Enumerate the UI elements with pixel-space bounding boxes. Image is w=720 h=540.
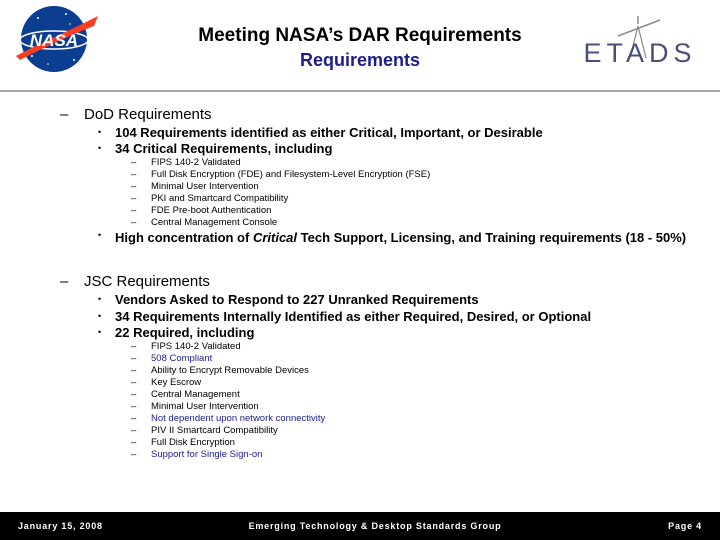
etads-logo-text: ETADS	[583, 38, 697, 68]
jsc-heading: JSC Requirements	[84, 273, 210, 290]
list-item: • 34 Critical Requirements, including	[98, 141, 333, 156]
list-item: – Minimal User Intervention	[131, 181, 259, 192]
list-item: – Key Escrow	[131, 377, 202, 388]
list-item: – Ability to Encrypt Removable Devices	[131, 365, 309, 376]
etads-logo	[580, 14, 700, 72]
list-item: – PIV II Smartcard Compatibility	[131, 425, 278, 436]
list-item: – Central Management Console	[131, 217, 278, 228]
list-item: • High concentration of Critical Tech Support, Licensing, and Training requirements (18 - 50%)	[98, 230, 687, 245]
list-item: • 34 Requirements Internally Identified as either Required, Desired, or Optional	[98, 309, 592, 324]
nasa-logo	[8, 4, 100, 74]
list-item: – Central Management	[131, 389, 240, 400]
list-item: – FIPS 140-2 Validated	[131, 341, 241, 352]
list-item: – FDE Pre-boot Authentication	[131, 205, 272, 216]
dod-heading: DoD Requirements	[84, 106, 212, 123]
page-number: Page 4	[668, 521, 702, 531]
jsc-heading-row: – JSC Requirements	[60, 273, 210, 290]
list-item: – Full Disk Encryption	[131, 437, 235, 448]
nasa-logo-text: NASA	[29, 31, 79, 50]
list-item: • 22 Required, including	[98, 325, 255, 340]
header-divider	[0, 90, 720, 92]
page-title: Meeting NASA’s DAR Requirements	[198, 25, 522, 46]
footer-group: Emerging Technology & Desktop Standards Group	[248, 521, 502, 531]
list-item: – Support for Single Sign-on	[131, 449, 263, 460]
footer-date: January 15, 2008	[18, 521, 103, 531]
list-item: • Vendors Asked to Respond to 227 Unranked Requirements	[98, 292, 479, 307]
list-item: – Minimal User Intervention	[131, 401, 259, 412]
list-item: – PKI and Smartcard Compatibility	[131, 193, 289, 204]
list-item: – 508 Compliant	[131, 353, 213, 364]
page-subtitle: Requirements	[299, 50, 421, 70]
list-item: • 104 Requirements identified as either Critical, Important, or Desirable	[98, 125, 543, 140]
emphasis-critical: Critical	[252, 230, 298, 245]
dod-heading-row: – DoD Requirements	[60, 106, 212, 123]
list-item: – FIPS 140-2 Validated	[131, 157, 241, 168]
list-item: – Full Disk Encryption (FDE) and Filesystem-Level Encryption (FSE)	[131, 169, 431, 180]
list-item: – Not dependent upon network connectivity	[131, 413, 326, 424]
